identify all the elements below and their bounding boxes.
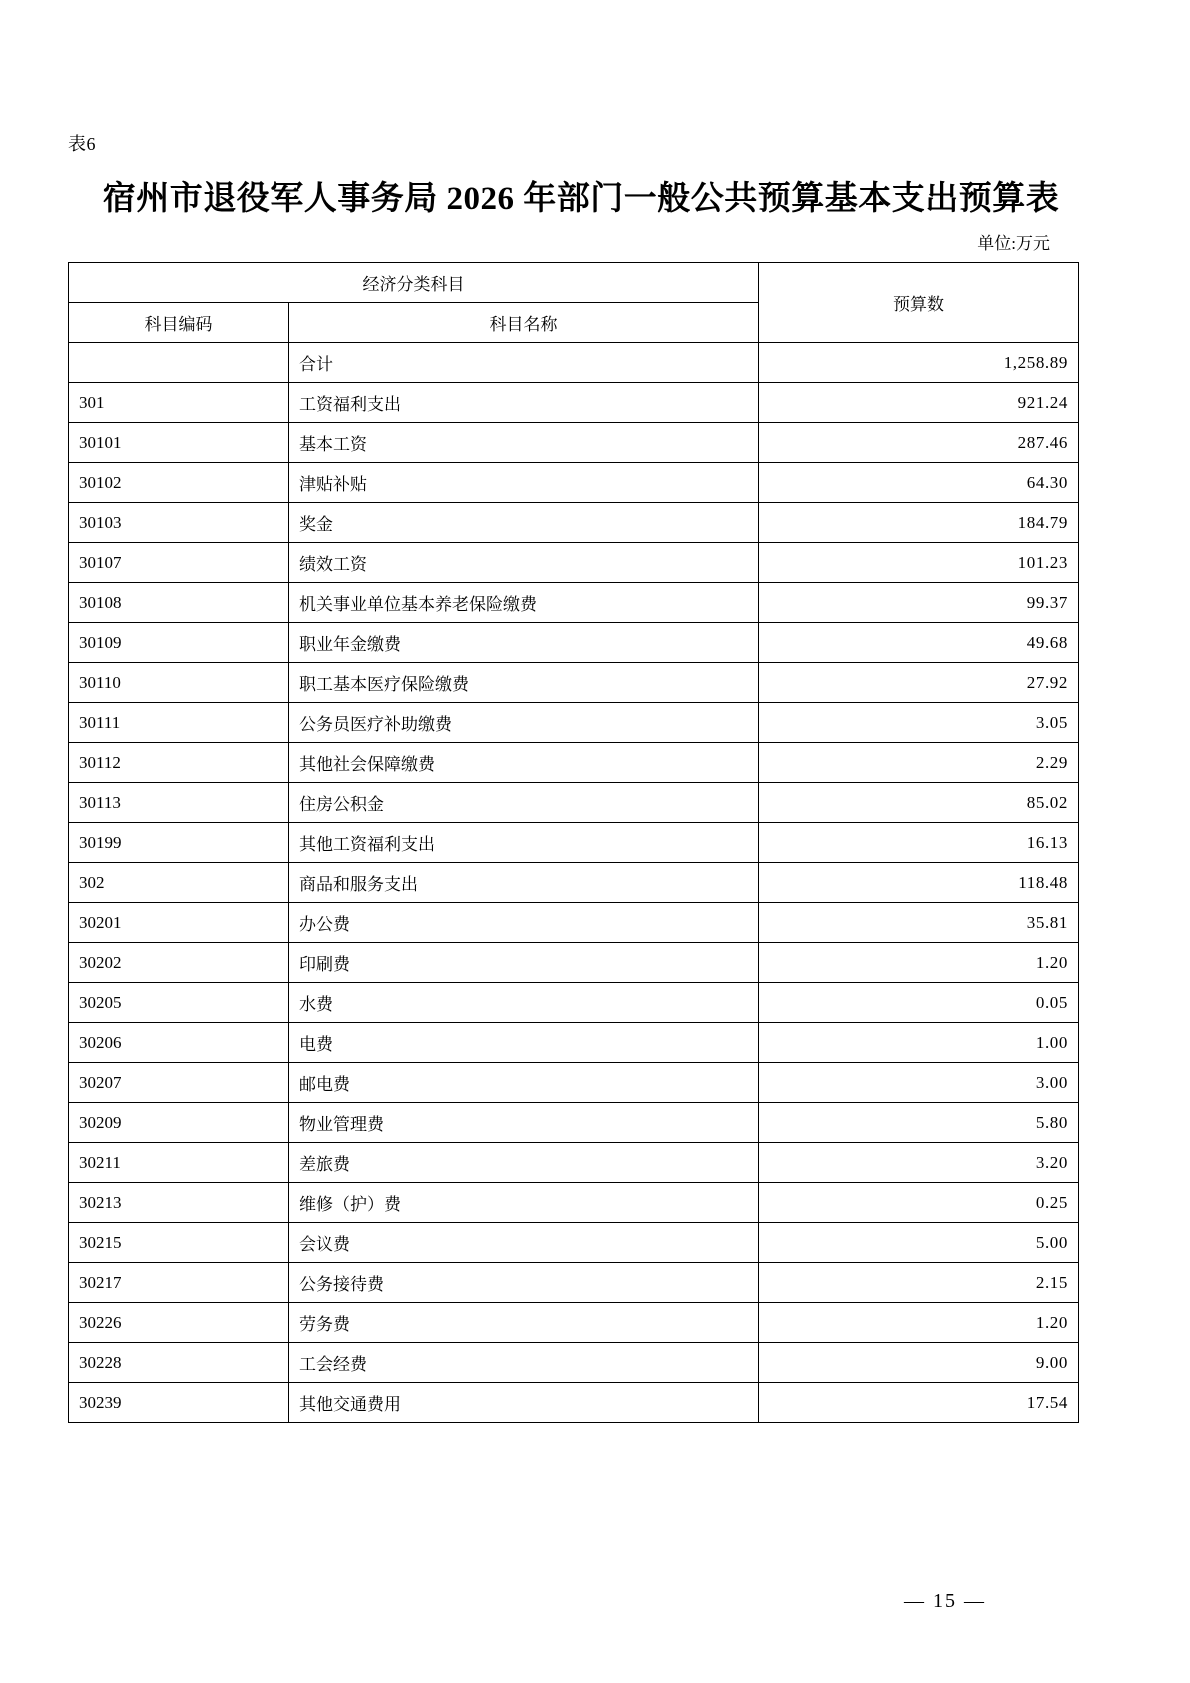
cell-subject-code: 30209 xyxy=(69,1103,289,1143)
cell-budget-amount: 2.15 xyxy=(759,1263,1079,1303)
page-title: 宿州市退役军人事务局 2026 年部门一般公共预算基本支出预算表 xyxy=(102,181,1060,217)
cell-budget-amount: 287.46 xyxy=(759,423,1079,463)
cell-subject-name: 住房公积金 xyxy=(289,783,759,823)
cell-subject-code: 30217 xyxy=(69,1263,289,1303)
cell-budget-amount: 118.48 xyxy=(759,863,1079,903)
cell-budget-amount: 64.30 xyxy=(759,463,1079,503)
cell-subject-code: 30199 xyxy=(69,823,289,863)
cell-subject-name: 职业年金缴费 xyxy=(289,623,759,663)
table-row xyxy=(69,1183,1079,1223)
table-row xyxy=(69,623,1079,663)
cell-budget-amount: 0.05 xyxy=(759,983,1079,1023)
cell-subject-code: 30109 xyxy=(69,623,289,663)
cell-subject-code: 30107 xyxy=(69,543,289,583)
cell-subject-code: 30111 xyxy=(69,703,289,743)
cell-budget-amount: 3.05 xyxy=(759,703,1079,743)
table-row xyxy=(69,663,1079,703)
cell-subject-name: 公务员医疗补助缴费 xyxy=(289,703,759,743)
cell-budget-amount: 5.00 xyxy=(759,1223,1079,1263)
cell-budget-amount: 1,258.89 xyxy=(759,343,1079,383)
table-header-row-group xyxy=(69,263,1079,303)
cell-budget-amount: 0.25 xyxy=(759,1183,1079,1223)
cell-budget-amount: 2.29 xyxy=(759,743,1079,783)
cell-budget-amount: 3.20 xyxy=(759,1143,1079,1183)
table-label: 表6 xyxy=(68,134,96,154)
table-row xyxy=(69,1103,1079,1143)
table-row xyxy=(69,1023,1079,1063)
cell-subject-name: 维修（护）费 xyxy=(289,1183,759,1223)
cell-budget-amount: 1.20 xyxy=(759,1303,1079,1343)
cell-subject-code: 30228 xyxy=(69,1343,289,1383)
cell-budget-amount: 101.23 xyxy=(759,543,1079,583)
page-number: — 15 — xyxy=(904,1590,986,1612)
cell-subject-code: 30201 xyxy=(69,903,289,943)
cell-budget-amount: 85.02 xyxy=(759,783,1079,823)
cell-budget-amount: 5.80 xyxy=(759,1103,1079,1143)
cell-subject-name: 机关事业单位基本养老保险缴费 xyxy=(289,583,759,623)
cell-subject-code: 30207 xyxy=(69,1063,289,1103)
table-row xyxy=(69,583,1079,623)
cell-subject-code: 30103 xyxy=(69,503,289,543)
table-head xyxy=(69,263,1079,343)
cell-subject-name: 其他交通费用 xyxy=(289,1383,759,1423)
cell-subject-name: 奖金 xyxy=(289,503,759,543)
cell-subject-name: 津贴补贴 xyxy=(289,463,759,503)
table-row xyxy=(69,943,1079,983)
cell-subject-code: 30101 xyxy=(69,423,289,463)
cell-subject-code: 30215 xyxy=(69,1223,289,1263)
cell-subject-name: 公务接待费 xyxy=(289,1263,759,1303)
table-row xyxy=(69,903,1079,943)
cell-subject-name: 邮电费 xyxy=(289,1063,759,1103)
cell-subject-name: 其他工资福利支出 xyxy=(289,823,759,863)
cell-subject-code: 301 xyxy=(69,383,289,423)
cell-subject-name: 电费 xyxy=(289,1023,759,1063)
table-row xyxy=(69,1223,1079,1263)
table-row xyxy=(69,1343,1079,1383)
table-row xyxy=(69,983,1079,1023)
table-row xyxy=(69,783,1079,823)
cell-subject-code: 30110 xyxy=(69,663,289,703)
table-row xyxy=(69,343,1079,383)
cell-subject-code: 302 xyxy=(69,863,289,903)
cell-budget-amount: 16.13 xyxy=(759,823,1079,863)
cell-subject-code: 30206 xyxy=(69,1023,289,1063)
cell-subject-name: 工会经费 xyxy=(289,1343,759,1383)
page-footer xyxy=(0,1590,1190,1613)
cell-subject-name: 物业管理费 xyxy=(289,1103,759,1143)
cell-budget-amount: 1.00 xyxy=(759,1023,1079,1063)
cell-budget-amount: 184.79 xyxy=(759,503,1079,543)
table-row xyxy=(69,423,1079,463)
cell-subject-code: 30205 xyxy=(69,983,289,1023)
cell-subject-code: 30102 xyxy=(69,463,289,503)
table-row xyxy=(69,1063,1079,1103)
table-row xyxy=(69,503,1079,543)
cell-subject-code: 30239 xyxy=(69,1383,289,1423)
table-row xyxy=(69,543,1079,583)
table-row xyxy=(69,703,1079,743)
table-row xyxy=(69,1263,1079,1303)
cell-subject-name: 合计 xyxy=(289,343,759,383)
table-row xyxy=(69,383,1079,423)
cell-subject-code: 30202 xyxy=(69,943,289,983)
budget-table xyxy=(68,262,1079,1423)
cell-subject-code: 30113 xyxy=(69,783,289,823)
cell-subject-name: 会议费 xyxy=(289,1223,759,1263)
table-row xyxy=(69,463,1079,503)
cell-subject-name: 差旅费 xyxy=(289,1143,759,1183)
header-subject-name: 科目名称 xyxy=(289,303,759,343)
table-row xyxy=(69,743,1079,783)
cell-subject-name: 职工基本医疗保险缴费 xyxy=(289,663,759,703)
table-row xyxy=(69,1303,1079,1343)
header-budget-amount: 预算数 xyxy=(759,263,1079,343)
table-row xyxy=(69,1143,1079,1183)
table-row xyxy=(69,823,1079,863)
cell-subject-name: 其他社会保障缴费 xyxy=(289,743,759,783)
cell-subject-code: 30112 xyxy=(69,743,289,783)
cell-subject-name: 工资福利支出 xyxy=(289,383,759,423)
cell-subject-name: 劳务费 xyxy=(289,1303,759,1343)
cell-subject-name: 水费 xyxy=(289,983,759,1023)
cell-budget-amount: 3.00 xyxy=(759,1063,1079,1103)
cell-budget-amount: 17.54 xyxy=(759,1383,1079,1423)
cell-subject-name: 商品和服务支出 xyxy=(289,863,759,903)
cell-subject-name: 印刷费 xyxy=(289,943,759,983)
cell-subject-code: 30213 xyxy=(69,1183,289,1223)
cell-subject-code: 30211 xyxy=(69,1143,289,1183)
cell-budget-amount: 921.24 xyxy=(759,383,1079,423)
cell-budget-amount: 99.37 xyxy=(759,583,1079,623)
table-body xyxy=(69,343,1079,1423)
cell-subject-code xyxy=(69,343,289,383)
header-economic-category: 经济分类科目 xyxy=(69,263,759,303)
cell-budget-amount: 35.81 xyxy=(759,903,1079,943)
cell-subject-name: 绩效工资 xyxy=(289,543,759,583)
cell-budget-amount: 1.20 xyxy=(759,943,1079,983)
cell-subject-name: 基本工资 xyxy=(289,423,759,463)
table-row xyxy=(69,1383,1079,1423)
unit-note: 单位:万元 xyxy=(977,234,1050,253)
header-subject-code: 科目编码 xyxy=(69,303,289,343)
cell-subject-name: 办公费 xyxy=(289,903,759,943)
cell-subject-code: 30226 xyxy=(69,1303,289,1343)
cell-budget-amount: 27.92 xyxy=(759,663,1079,703)
cell-budget-amount: 49.68 xyxy=(759,623,1079,663)
table-row xyxy=(69,863,1079,903)
cell-budget-amount: 9.00 xyxy=(759,1343,1079,1383)
cell-subject-code: 30108 xyxy=(69,583,289,623)
